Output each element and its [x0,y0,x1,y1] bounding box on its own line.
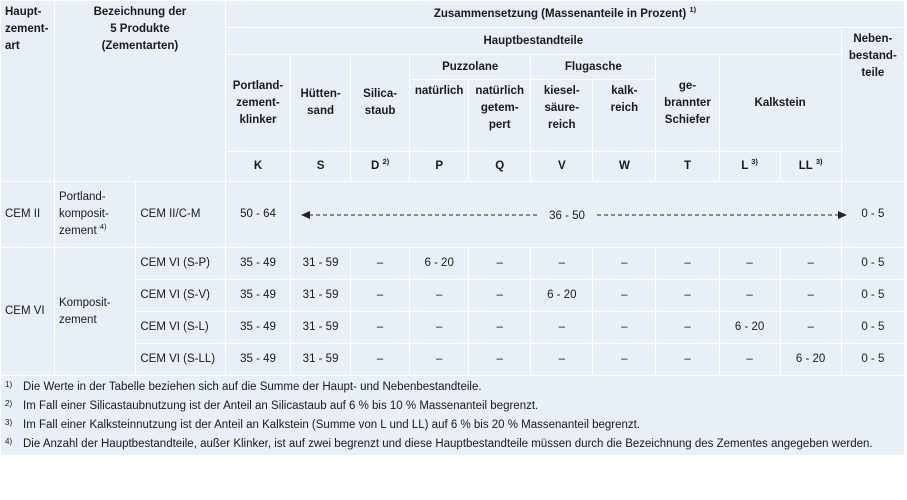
row-cem2-art: CEM II [1,182,55,248]
col-label-Q: natürlich getem-pert [475,85,524,131]
row-cem6-sll-d: – [351,344,410,376]
double-arrow-icon [301,207,847,223]
symbol-L [719,152,780,182]
header-hauptzementart-text: Haupt-zement-art [5,6,49,52]
row-cem6-sll-n: 0 - 5 [841,344,904,376]
row-cem6-sl-t: – [656,312,719,344]
row-cem6-sl-w: – [593,312,656,344]
row-cem6-sv-w: – [593,280,656,312]
footnote-ref-1: 1) [689,4,697,14]
header-bezeichnung [54,1,225,182]
symbol-Q-text: Q [495,160,505,172]
footnote-4 [5,436,898,453]
footnote-1-text: Die Werte in der Tabelle beziehen sich auf die Summe der Haupt- und Nebenbestandteile. [23,381,482,393]
row-cem2-span-value: 36 - 50 [549,209,585,222]
symbol-S [291,152,351,182]
header-bezeichnung-line2: 5 Produkte [110,23,170,35]
row-cem6-sp-q: – [469,248,531,280]
col-label-T: ge-brannter Schiefer [664,79,711,126]
row-cem6-sll-v: – [531,344,593,376]
header-hauptzementart [1,1,55,182]
symbol-T [656,152,719,182]
symbol-K-text: K [253,160,263,172]
col-header-W [593,80,656,152]
row-cem6-sl-q: – [469,312,531,344]
col-header-V [531,80,593,152]
row-cem6-art: CEM VI [1,248,55,376]
footnote-2 [5,398,898,415]
header-puzzolane: Puzzolane [410,55,531,80]
row-cem6-sl-v: – [531,312,593,344]
row-cem6-sp-s: 31 - 59 [291,248,351,280]
row-cem2-bezeichnung: CEM II/C-M [136,182,226,248]
row-cem2-produkt-line3 [59,223,131,240]
col-header-P [410,80,469,152]
arrow-head-left [301,211,310,219]
row-cem2-produkt [54,182,135,248]
row-cem6-sl-l: 6 - 20 [719,312,780,344]
header-bezeichnung-line1: Bezeichnung der [93,6,187,18]
row-cem6-sl-d: – [351,312,410,344]
symbol-K [225,152,290,182]
row-cem6-sp-w: – [593,248,656,280]
row-cem6-sp-ll: – [780,248,841,280]
header-zusammensetzung [225,1,904,28]
footnote-1-num: 1) [5,380,13,389]
symbol-P [410,152,469,182]
symbol-Q [469,152,531,182]
row-cem6-produkt [54,248,135,376]
footnote-ref-3b: 3) [815,157,823,167]
row-cem6-sv-bez: CEM VI (S-V) [136,280,226,312]
row-cem6-sl-n: 0 - 5 [841,312,904,344]
row-cem6-sll-l: – [719,344,780,376]
row-cem2-k: 50 - 64 [225,182,290,248]
row-cem6-sp-k: 35 - 49 [225,248,290,280]
col-label-K: Portland-zement-klinker [232,79,284,126]
row-cem6-sll-k: 35 - 49 [225,344,290,376]
row-cem6-sll-q: – [469,344,531,376]
row-cem6-sv-p: – [410,280,469,312]
symbol-W-text: W [618,160,630,172]
footnotes-block [1,376,904,453]
symbol-D-text: D [371,160,380,172]
row-cem6-sv-v: 6 - 20 [531,280,593,312]
row-cem6-sl-s: 31 - 59 [291,312,351,344]
col-header-S [291,55,351,152]
row-cem6-sp-p: 6 - 20 [410,248,469,280]
col-label-S: Hütten-sand [300,88,341,117]
row-cem2-neben: 0 - 5 [841,182,904,248]
row-cem6-sl-p: – [410,312,469,344]
footnotes [1,376,905,456]
row-cem6-sv-t: – [656,280,719,312]
row-cem6-produkt-line2: zement [58,313,97,326]
symbol-W [593,152,656,182]
footnote-4-text: Die Anzahl der Hauptbestandteile, außer Klinker, ist auf zwei begrenzt und diese Hauptbestandteile müssen durch die Bezeichnung des Zementes angegeben werden. [23,438,873,450]
row-cem2-produkt-line3-text: zement [58,225,97,237]
footnote-3-num: 3) [5,418,13,427]
header-nebenbestandteile [841,28,904,182]
row-cem6-sv-ll: – [780,280,841,312]
header-flugasche: Flugasche [531,55,656,80]
col-label-V: kiesel-säure-reich [543,85,580,131]
row-cem6-sll-w: – [593,344,656,376]
symbol-L-text: L [741,160,749,172]
row-cem6-sll-bez: CEM VI (S-LL) [136,344,226,376]
col-label-P: natürlich [414,85,464,97]
row-cem6-sp-bez: CEM VI (S-P) [136,248,226,280]
row-cem6-sll-t: – [656,344,719,376]
symbol-S-text: S [316,160,325,172]
row-cem2-produkt-line1: Portland- [58,191,106,203]
row-cem6-sll-ll: 6 - 20 [780,344,841,376]
header-hauptbestandteile: Hauptbestandteile [225,28,841,55]
col-header-T [656,55,719,152]
header-zusammensetzung-text: Zusammensetzung (Massenanteile in Prozent) [433,7,687,20]
row-cem6-sv-s: 31 - 59 [291,280,351,312]
col-label-W: kalk-reich [610,85,639,114]
row-cem6-sll-p: – [410,344,469,376]
footnote-ref-3a: 3) [751,157,758,167]
footnote-ref-2: 2) [382,157,390,167]
symbol-D [351,152,410,182]
symbol-V-text: V [557,160,566,172]
row-cem6-sl-ll: – [780,312,841,344]
footnote-2-num: 2) [5,399,13,408]
row-cem6-sp-d: – [351,248,410,280]
symbol-T-text: T [683,160,691,172]
row-cem6-sll-s: 31 - 59 [291,344,351,376]
col-header-D [351,55,410,152]
symbol-V [531,152,593,182]
symbol-P-text: P [435,160,443,172]
header-nebenbestandteile-text: Neben-bestand-teile [848,33,897,79]
row-cem6-sp-v: – [531,248,593,280]
row-cem6-sp-n: 0 - 5 [841,248,904,280]
col-header-K [225,55,290,152]
header-kalkstein: Kalkstein [719,55,841,152]
row-cem6-sp-t: – [656,248,719,280]
row-cem6-sv-d: – [351,280,410,312]
footnote-ref-4: 4) [99,222,107,232]
row-cem6-sv-q: – [469,280,531,312]
footnote-1 [5,379,898,396]
row-cem6-sv-k: 35 - 49 [225,280,290,312]
col-label-D: Silica-staub [363,88,398,117]
row-cem6-sl-bez: CEM VI (S-L) [136,312,226,344]
footnote-2-text: Im Fall einer Silicastaubnutzung ist der Anteil an Silicastaub auf 6 % bis 10 % Massenanteil begrenzt. [23,400,539,412]
row-cem6-sv-l: – [719,280,780,312]
row-cem6-produkt-line1: Komposit- [58,296,111,309]
col-header-Q [469,80,531,152]
row-cem6-sl-k: 35 - 49 [225,312,290,344]
footnote-3 [5,417,898,434]
header-bezeichnung-line3: (Zementarten) [101,40,179,52]
symbol-LL [780,152,841,182]
row-cem6-sp-l: – [719,248,780,280]
footnote-4-num: 4) [5,437,13,446]
footnote-3-text: Im Fall einer Kalksteinnutzung ist der Anteil an Kalkstein (Summe von L und LL) auf 6 % bis 20 % Massenanteil begrenzt. [23,419,641,431]
row-cem2-span [291,182,842,248]
symbol-LL-text: LL [798,160,813,172]
row-cem2-produkt-line2: komposit- [58,208,109,220]
row-cem6-sv-n: 0 - 5 [841,280,904,312]
